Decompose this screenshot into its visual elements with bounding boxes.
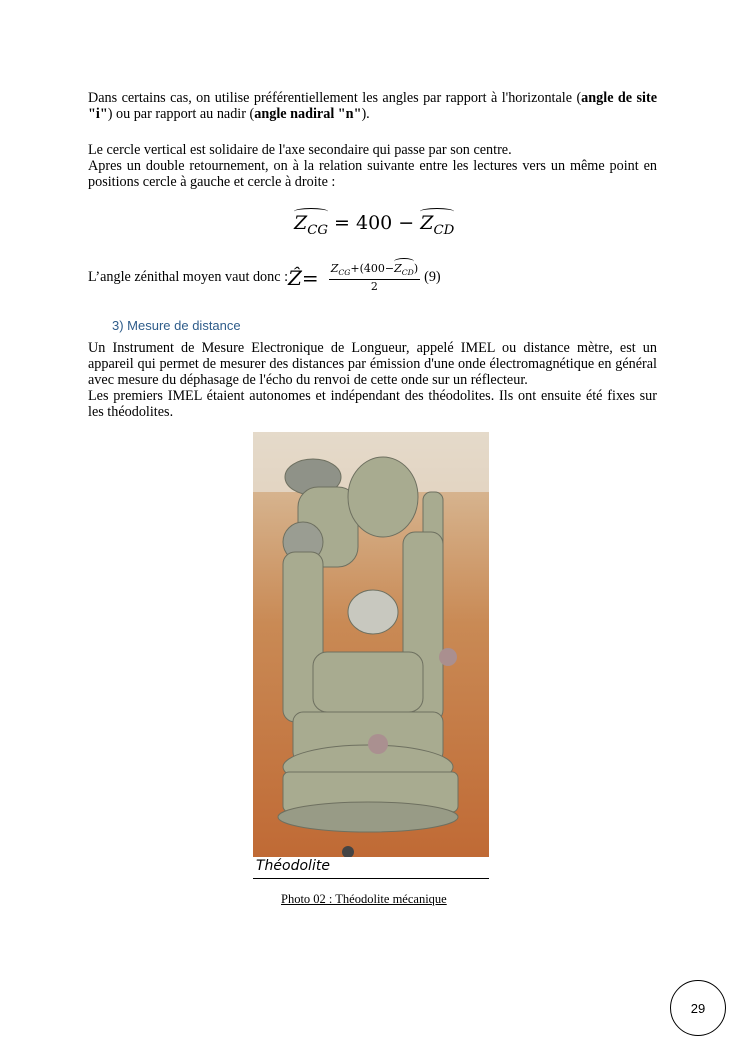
- photo-label: Théodolite: [256, 858, 330, 874]
- equation-2: L’angle zénithal moyen vaut donc : Ẑ = $Z_{CG}+(400-Z_{CD})$ 2 (9): [88, 262, 441, 294]
- paragraph-angles: [88, 90, 657, 122]
- equation-label: L’angle zénithal moyen vaut donc :: [88, 269, 289, 286]
- bold-term: angle de site "i": [88, 90, 657, 122]
- text: Dans certains cas, on utilise préférentiellement les angles par rapport à l'horizontale (: [88, 90, 582, 106]
- paragraph-imel-2: Les premiers IMEL étaient autonomes et indépendant des théodolites. Ils ont ensuite été fixes sur les théodolites.: [88, 388, 657, 420]
- section-heading: 3) Mesure de distance: [112, 318, 241, 333]
- text: Le cercle vertical est solidaire de l'axe secondaire qui passe par son centre.: [88, 142, 512, 158]
- equation-1: $Z_{CG} = 400 - Z_{CD}$: [294, 212, 455, 238]
- text: Apres un double retournement, on à la relation suivante entre les lectures vers un même point en positions cercle à gauche et cercle à droite :: [88, 158, 657, 190]
- paragraph-imel: Un Instrument de Mesure Electronique de Longueur, appelé IMEL ou distance mètre, est un appareil qui permet de mesurer des distances par émission d'une onde électromagnétique en général avec mesure du déphasage de l'écho du renvoi de cette onde sur un réflecteur.: [88, 340, 657, 388]
- text: ).: [361, 106, 370, 122]
- page-number: 29: [670, 980, 726, 1036]
- bold-term: angle nadiral "n": [254, 106, 362, 122]
- paragraph-cercle: [88, 142, 657, 190]
- equation-number: (9): [424, 269, 441, 286]
- fraction: $Z_{CG}+(400-Z_{CD})$ 2: [330, 262, 419, 294]
- photo-caption: Photo 02 : Théodolite mécanique: [281, 892, 447, 906]
- text: ) ou par rapport au nadir (: [107, 106, 255, 122]
- photo-rule: [253, 878, 489, 879]
- theodolite-photo: [253, 432, 489, 857]
- z-hat: Ẑ: [288, 265, 302, 290]
